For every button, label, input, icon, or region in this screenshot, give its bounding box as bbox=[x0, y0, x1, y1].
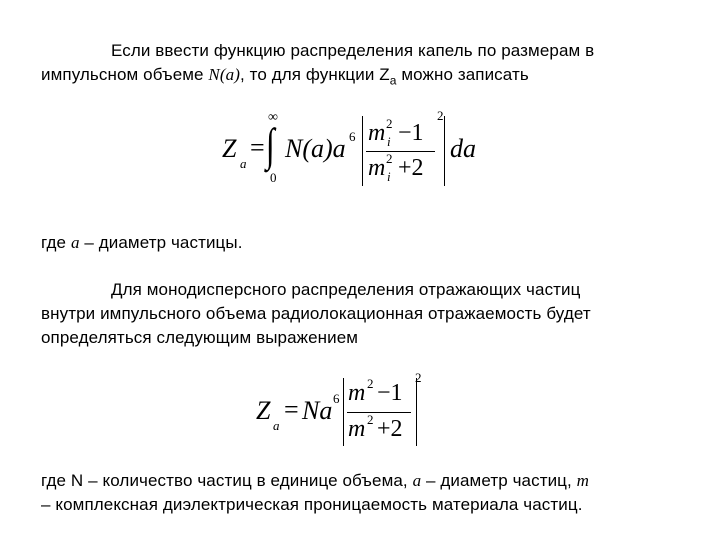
formula2-numerator: m bbox=[348, 380, 366, 406]
formula1-integrand: N(a)a bbox=[285, 134, 346, 163]
formula1-lower-limit: 0 bbox=[270, 170, 277, 185]
formula2-rhs-power: 6 bbox=[333, 391, 340, 406]
definition1-math: a bbox=[70, 233, 80, 252]
formula1-outer-power: 2 bbox=[437, 108, 444, 123]
formula2-rhs: Na bbox=[302, 396, 333, 425]
definition2-math-m: m bbox=[576, 471, 590, 490]
paragraph1-line2-prefix: импульсном объеме bbox=[41, 65, 209, 84]
formula1-lhs-sub: a bbox=[240, 156, 247, 171]
formula1-denominator-sub: i bbox=[387, 169, 391, 184]
formula1-integrand-power: 6 bbox=[349, 129, 356, 144]
formula1-denominator-rest: +2 bbox=[398, 155, 424, 181]
paragraph2-line1: Для монодисперсного распределения отражающих частиц bbox=[111, 280, 581, 299]
definition2-math-a: a bbox=[412, 471, 422, 490]
definition1-suffix: – диаметр частицы. bbox=[79, 233, 243, 252]
formula1-upper-limit: ∞ bbox=[268, 110, 278, 125]
paragraph2-line2: внутри импульсного объема радиолокационная отражаемость будет bbox=[41, 304, 591, 323]
formula1-lhs-symbol: Z bbox=[222, 134, 237, 163]
paragraph1-line1: Если ввести функцию распределения капель по размерам в bbox=[111, 41, 595, 60]
formula2-outer-power: 2 bbox=[415, 370, 422, 385]
formula1-numerator-sub: i bbox=[387, 134, 391, 149]
paragraph1-line2-end: можно записать bbox=[396, 65, 529, 84]
formula1-equals: = bbox=[250, 133, 265, 162]
formula2-denominator-sup: 2 bbox=[367, 412, 374, 427]
formula2-lhs-sub: a bbox=[273, 418, 280, 433]
formula1-numerator-rest: −1 bbox=[398, 120, 424, 146]
fraction-line-2 bbox=[347, 412, 411, 413]
formula1-numerator-sup: 2 bbox=[386, 116, 393, 131]
formula2-numerator-sup: 2 bbox=[367, 376, 374, 391]
paragraph2-line3: определяться следующим выражением bbox=[41, 328, 359, 347]
formula2-denominator: m bbox=[348, 416, 366, 442]
paragraph1-line2-sub: a bbox=[389, 73, 397, 88]
formula1-denominator: m bbox=[368, 155, 386, 181]
paragraph1-line2-suffix: , то для функции Z bbox=[239, 65, 390, 84]
formula2-numerator-rest: −1 bbox=[377, 380, 403, 406]
formula1-denominator-sup: 2 bbox=[386, 151, 393, 166]
formula1-numerator: m bbox=[368, 120, 386, 146]
formula1-differential: da bbox=[450, 134, 476, 163]
abs-bar-right-2 bbox=[416, 378, 417, 446]
definition2-mid: – диаметр частиц, bbox=[421, 471, 577, 490]
definition2-prefix: где N – количество частиц в единице объема, bbox=[41, 471, 413, 490]
formula2-denominator-rest: +2 bbox=[377, 416, 403, 442]
integral-sign-icon: ∫ bbox=[265, 119, 275, 170]
definition2-line2: – комплексная диэлектрическая проницаемость материала частиц. bbox=[41, 495, 583, 514]
abs-bar-left-2 bbox=[343, 378, 344, 446]
definition1-prefix: где bbox=[41, 233, 71, 252]
formula2-equals: = bbox=[284, 395, 299, 424]
definition2-line1 bbox=[41, 470, 589, 492]
paragraph1-line2-math: N(a) bbox=[208, 65, 240, 84]
formula2-lhs-symbol: Z bbox=[256, 396, 271, 425]
